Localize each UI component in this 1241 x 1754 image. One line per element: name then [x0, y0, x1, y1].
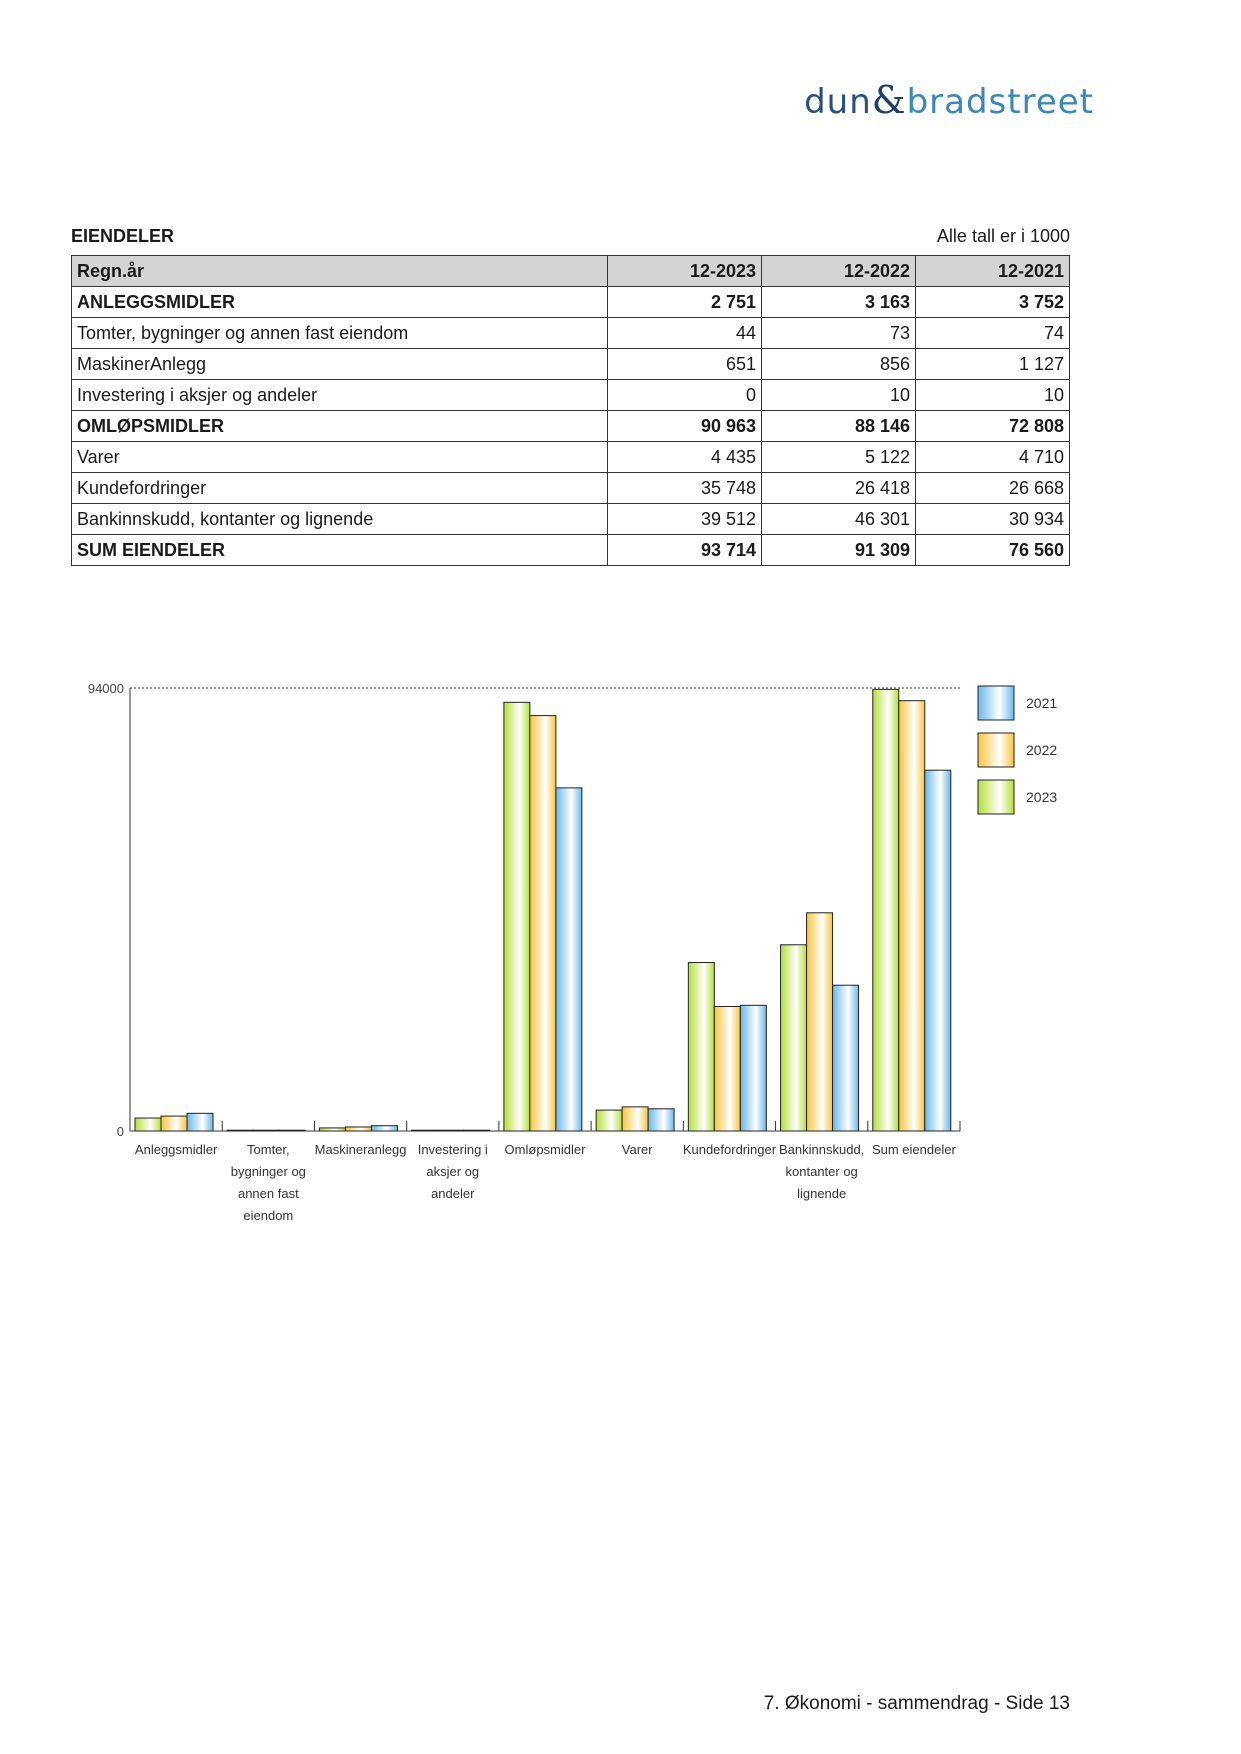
header-regnar: Regn.år — [72, 256, 608, 287]
bar-2023-4 — [504, 702, 530, 1131]
bar-2023-1 — [227, 1130, 253, 1131]
category-label: annen fast — [237, 1186, 299, 1201]
legend-swatch-2023 — [978, 780, 1014, 814]
row-value: 30 934 — [916, 504, 1070, 535]
logo-ampersand: & — [871, 78, 907, 122]
bar-2022-3 — [438, 1130, 464, 1131]
category-label: bygninger og — [230, 1164, 306, 1179]
row-value: 72 808 — [916, 411, 1070, 442]
legend-label-2023: 2023 — [1026, 789, 1058, 805]
logo-part-bradstreet: bradstreet — [906, 82, 1094, 122]
category-label: eiendom — [243, 1208, 294, 1223]
category-label: andeler — [431, 1186, 475, 1201]
bar-2021-4 — [556, 788, 582, 1131]
row-label: SUM EIENDELER — [72, 535, 608, 566]
row-value: 73 — [762, 318, 916, 349]
row-value: 74 — [916, 318, 1070, 349]
bar-2023-3 — [412, 1130, 438, 1131]
header-year-2023: 12-2023 — [608, 256, 762, 287]
bar-2022-0 — [161, 1116, 187, 1131]
bar-2023-7 — [781, 945, 807, 1131]
bar-2023-8 — [873, 689, 899, 1131]
row-label: MaskinerAnlegg — [72, 349, 608, 380]
category-label: Bankinnskudd, — [779, 1142, 865, 1157]
row-value: 1 127 — [916, 349, 1070, 380]
row-label: Tomter, bygninger og annen fast eiendom — [72, 318, 608, 349]
row-value: 44 — [608, 318, 762, 349]
legend-label-2022: 2022 — [1026, 742, 1058, 758]
category-label: aksjer og — [426, 1164, 480, 1179]
row-value: 90 963 — [608, 411, 762, 442]
row-value: 10 — [916, 380, 1070, 411]
legend-label-2021: 2021 — [1026, 695, 1058, 711]
row-value: 46 301 — [762, 504, 916, 535]
bar-2023-0 — [135, 1118, 161, 1131]
row-value: 93 714 — [608, 535, 762, 566]
row-label: ANLEGGSMIDLER — [72, 287, 608, 318]
bar-2022-1 — [253, 1130, 279, 1131]
row-label: Kundefordringer — [72, 473, 608, 504]
row-value: 88 146 — [762, 411, 916, 442]
bar-2021-0 — [187, 1113, 213, 1131]
unit-note: Alle tall er i 1000 — [936, 226, 1070, 246]
row-value: 5 122 — [762, 442, 916, 473]
y-tick-label: 94000 — [87, 681, 124, 696]
row-value: 26 418 — [762, 473, 916, 504]
row-label: Bankinnskudd, kontanter og lignende — [72, 504, 608, 535]
bar-2023-2 — [319, 1128, 345, 1131]
bar-2023-6 — [688, 963, 714, 1131]
row-value: 3 752 — [916, 287, 1070, 318]
row-label: Varer — [72, 442, 608, 473]
bar-2022-4 — [530, 716, 556, 1131]
bar-2022-5 — [622, 1107, 648, 1131]
row-value: 39 512 — [608, 504, 762, 535]
y-tick-label: 0 — [116, 1124, 124, 1139]
bar-2022-8 — [899, 701, 925, 1131]
bar-2021-1 — [279, 1130, 305, 1131]
bar-2021-7 — [833, 985, 859, 1131]
category-label: Varer — [621, 1142, 653, 1157]
row-value: 10 — [762, 380, 916, 411]
section-title: EIENDELER — [71, 226, 175, 246]
category-label: Tomter, — [247, 1142, 290, 1157]
bar-2021-5 — [648, 1109, 674, 1131]
row-label: Investering i aksjer og andeler — [72, 380, 608, 411]
bar-2022-2 — [345, 1127, 371, 1131]
row-value: 35 748 — [608, 473, 762, 504]
bar-2021-6 — [740, 1005, 766, 1131]
row-label: OMLØPSMIDLER — [72, 411, 608, 442]
bar-2022-7 — [807, 913, 833, 1131]
category-label: lignende — [797, 1186, 847, 1201]
legend-swatch-2022 — [978, 733, 1014, 767]
row-value: 76 560 — [916, 535, 1070, 566]
category-label: Omløpsmidler — [504, 1142, 586, 1157]
page-footer: 7. Økonomi - sammendrag - Side 13 — [763, 1693, 1070, 1714]
category-label: Sum eiendeler — [871, 1142, 956, 1157]
header-year-2021: 12-2021 — [916, 256, 1070, 287]
logo-part-dun: dun — [804, 82, 872, 122]
row-value: 0 — [608, 380, 762, 411]
row-value: 26 668 — [916, 473, 1070, 504]
bar-2021-8 — [925, 770, 951, 1131]
row-value: 2 751 — [608, 287, 762, 318]
row-value: 4 710 — [916, 442, 1070, 473]
category-label: Kundefordringer — [682, 1142, 777, 1157]
row-value: 3 163 — [762, 287, 916, 318]
row-value: 4 435 — [608, 442, 762, 473]
category-label: Investering i — [417, 1142, 488, 1157]
bar-2021-3 — [464, 1130, 490, 1131]
category-label: kontanter og — [785, 1164, 858, 1179]
header-year-2022: 12-2022 — [762, 256, 916, 287]
bar-2021-2 — [371, 1126, 397, 1131]
row-value: 651 — [608, 349, 762, 380]
bar-2022-6 — [714, 1006, 740, 1131]
row-value: 856 — [762, 349, 916, 380]
category-label: Maskineranlegg — [314, 1142, 407, 1157]
row-value: 91 309 — [762, 535, 916, 566]
bar-2023-5 — [596, 1110, 622, 1131]
category-label: Anleggsmidler — [134, 1142, 218, 1157]
legend-swatch-2021 — [978, 686, 1014, 720]
